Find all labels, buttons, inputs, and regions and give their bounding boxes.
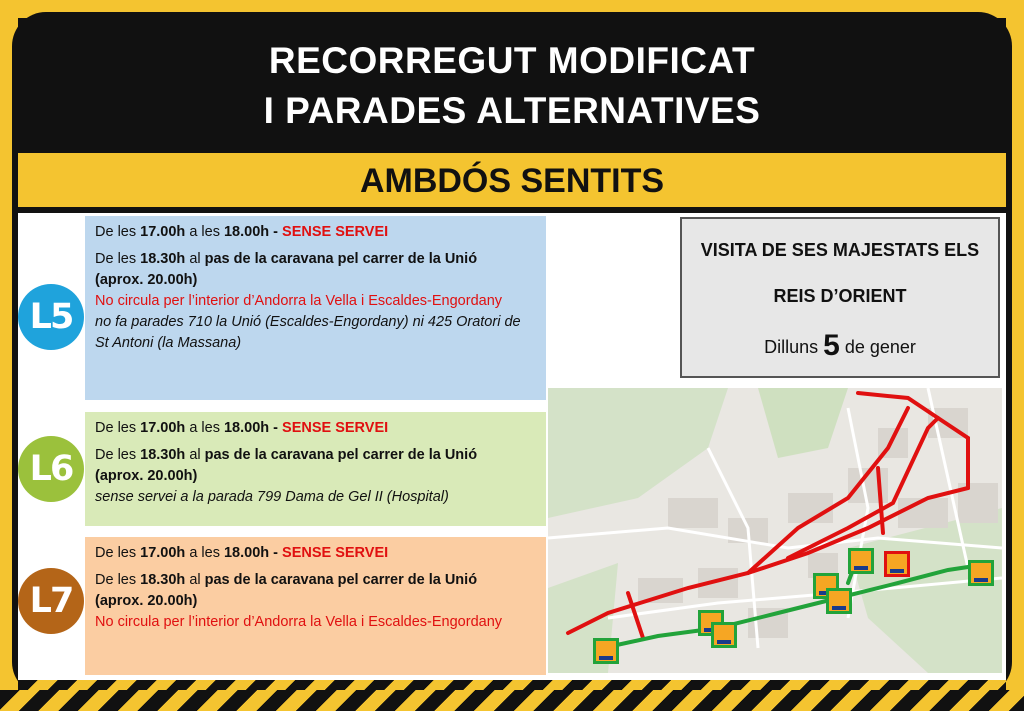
- bus-stop-icon: [593, 638, 619, 664]
- subtitle: AMBDÓS SENTITS: [359, 162, 665, 200]
- page-title: [18, 18, 1006, 153]
- red-note: No circula per l’interior d’Andorra la Vella i Escaldes-Engordany: [95, 293, 503, 309]
- subtitle-bar: [18, 153, 1006, 211]
- title-line-2: I PARADES ALTERNATIVES: [263, 90, 761, 131]
- italic-note: no fa parades 710 la Unió (Escaldes-Engordany) ni 425 Oratori de St Antoni (la Massana): [95, 314, 521, 351]
- line-badge-l7: L7: [18, 568, 84, 634]
- closed-stop-icon: [884, 551, 910, 577]
- visit-line-2: REIS D’ORIENT: [773, 286, 907, 306]
- line-info-l5: [85, 216, 546, 400]
- no-service-row: De les 17.00h a les 18.00h - SENSE SERVEI: [95, 545, 389, 561]
- bus-stop-icon: [848, 548, 874, 574]
- line-info-l6: [85, 412, 546, 526]
- caravan-row: De les 18.30h al pas de la caravana pel carrer de la Unió (aprox. 20.00h): [95, 251, 478, 288]
- line-info-l7: [85, 537, 546, 675]
- caravan-row: De les 18.30h al pas de la caravana pel carrer de la Unió (aprox. 20.00h): [95, 572, 478, 609]
- hazard-stripe-bottom: [0, 690, 1024, 711]
- no-service-row: De les 17.00h a les 18.00h - SENSE SERVEI: [95, 224, 389, 240]
- italic-note: sense servei a la parada 799 Dama de Gel II (Hospital): [95, 489, 449, 505]
- visit-line-1: VISITA DE SES MAJESTATS ELS: [700, 240, 980, 260]
- bus-stop-icon: [826, 588, 852, 614]
- no-service-row: De les 17.00h a les 18.00h - SENSE SERVEI: [95, 420, 389, 436]
- line-badge-l6: L6: [18, 436, 84, 502]
- route-map: [548, 388, 1002, 673]
- title-line-1: RECORREGUT MODIFICAT: [268, 40, 756, 81]
- visit-date: Dilluns 5 de gener: [764, 329, 916, 362]
- bus-stop-icon: [711, 622, 737, 648]
- line-badge-l5: L5: [18, 284, 84, 350]
- route-map-svg: [548, 388, 1002, 673]
- visit-notice: [680, 217, 1000, 378]
- red-note: No circula per l’interior d’Andorra la Vella i Escaldes-Engordany: [95, 614, 503, 630]
- caravan-row: De les 18.30h al pas de la caravana pel carrer de la Unió (aprox. 20.00h): [95, 447, 478, 484]
- bus-stop-icon: [968, 560, 994, 586]
